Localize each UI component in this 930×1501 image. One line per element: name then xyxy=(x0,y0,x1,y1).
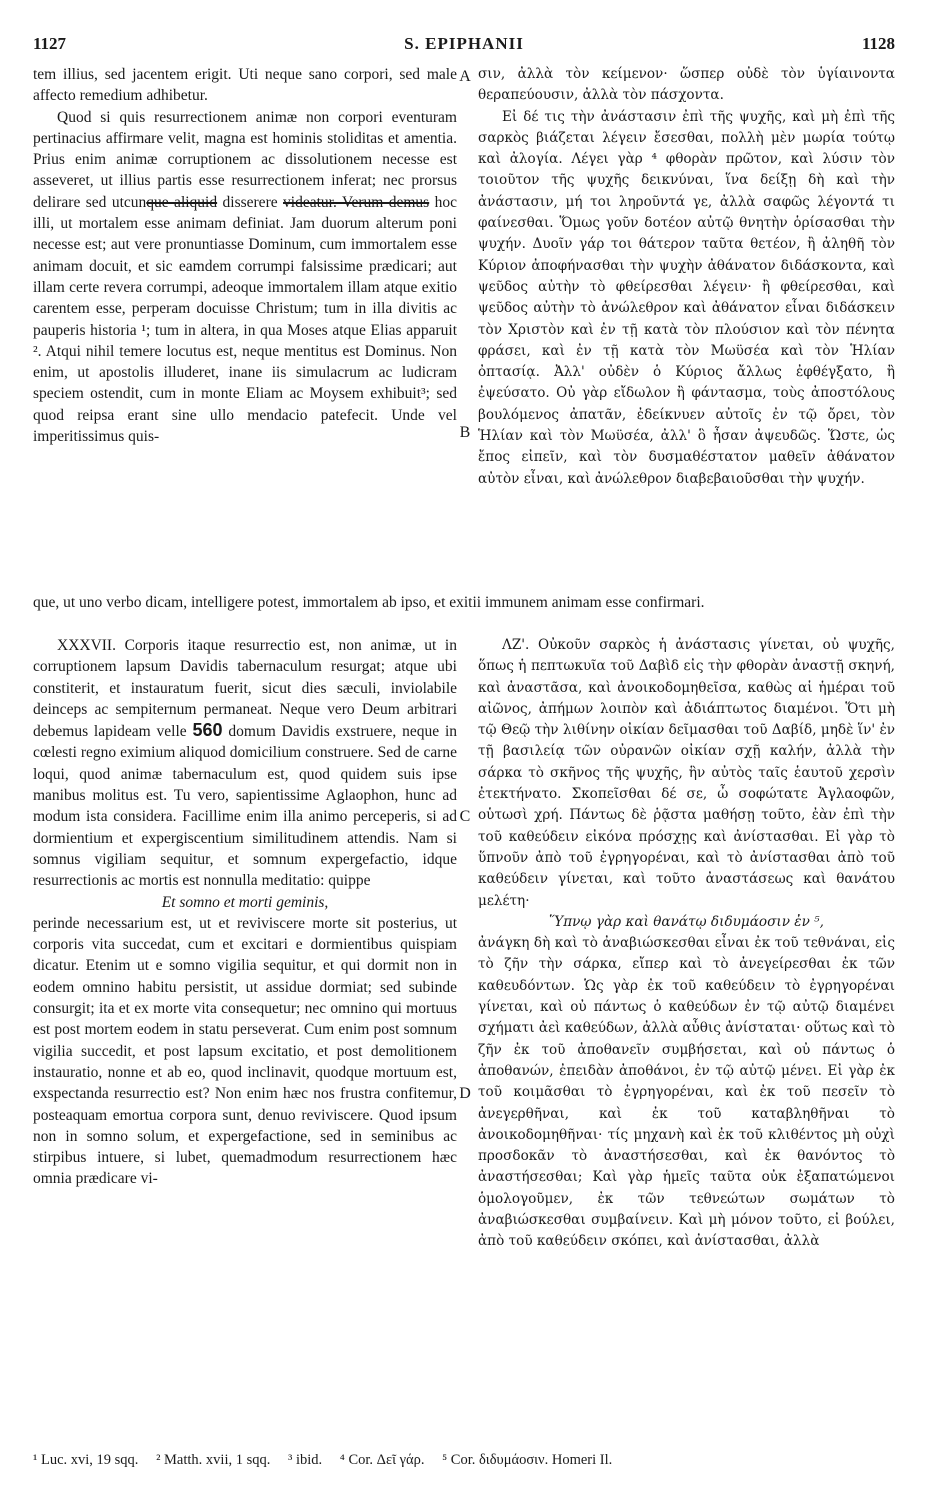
edition-page-mark: 560 xyxy=(192,720,223,741)
footnote: ³ ibid. xyxy=(288,1452,323,1468)
latin-text: XXXVII. Corporis itaque resurrectio est, non animæ, ut in corruptionem lapsum Davidis tabernaculum resurgat; atque ubi constiterit, et instauratum fuerit, sicut dies sæculi, inviolabile deinceps ac sempiternum permaneat. Neque vero Deum arbitrari debemus lapideam velle xyxy=(33,637,457,741)
footnotes xyxy=(33,1452,895,1469)
latin-paragraph-4: perinde necessarium est, ut et reviviscere morte sit posterius, ut corporis vita succedat, cum et excitari e dormientibus quispiam dicatur. Etenim ut e somno vigilia sequitur, et qui dormit non in eodem omnino habitu persistit, ut assidue dormiat; sed subinde consurgit; ita et ex morte vita consequetur; nec omnino qui mortuus est post mortem eodem in statu perseverat. Cum enim post somnum vigilia succedit, et post lapsum excitatio, et post demolitionem instauratio, nonne et ab eo, quod inclinavit, quodque mortuum est, exspectanda resurrectio est? Non enim hæc nos frustra confitemur, posteaquam emortua corpora sunt, denuo reviviscere. Quod ipsum non in somno solum, et expergefactione, sed in seminibus ac stirpibus intuere, si lubet, quemadmodum resurrectionem hæc omnia prædicare vi- xyxy=(33,914,457,1188)
footnote: ⁵ Cor. διδυμάοσιν. Homeri Il. xyxy=(442,1452,613,1468)
greek-paragraph-4: ἀνάγκη δὴ καὶ τὸ ἀναβιώσκεσθαι εἶναι ἐκ τοῦ τεθνάναι, εἰς τὸ ζῆν τὴν σάρκα, εἴπερ καὶ τὸ ἀνεγείρεσθαι ἐκ τῶν καθευδόντων. Ὡς γὰρ ἐκ τοῦ καθεύδειν τὸ ἐγρηγορέναι γίνεται, καὶ οὐ πάντως ὁ καθεύδων ἐν τῷ αὐτῷ διαμένει σχήματι ἀεὶ καθεύδων, ἀλλὰ αὖθις ἀνίσταται· οὕτως καὶ τὸ ζῆν ἐκ τοῦ ἀποθανεῖν συμβήσεται, καὶ οὐ πάντως ὁ ἀποθανών, ἐπειδὰν ἀποθάνοι, ἐν τῷ αὐτῷ μένει. Εἰ γὰρ ἐκ τοῦ κοιμᾶσθαι τὸ ἐγρηγορέναι, καὶ ἐκ τοῦ πεσεῖν τὸ ἀνεγερθῆναι, καὶ ἐκ τοῦ καταβληθῆναι τὸ ἀνοικοδομηθῆναι· τίς μηχανὴ καὶ ἐκ τοῦ κλιθέντος μὴ οὐχὶ προσδοκᾶν τὸ ἀναστήσεσθαι, καὶ ἐκ θανόντος τὸ ἀναστήσεσθαι; Καὶ γὰρ ἡμεῖς ταῦτα οὐκ ἐξαπατώμενοι ὁμολογοῦμεν, ἐκ τῶν τεθνεώτων σωμάτων τὸ ἀναβιώσκεσθαι συμβαίνειν. Καὶ μὴ μόνον τοῦτο, εἰ βούλει, ἀπὸ τοῦ καθεύδειν σκόπει, καὶ ἀνίστασθαι, ἀλλὰ xyxy=(478,935,895,1250)
page-number-right: 1128 xyxy=(861,34,895,53)
latin-verse: Et somno et morti geminis, xyxy=(161,893,329,911)
running-title: S. EPIPHANII xyxy=(404,34,524,53)
page-header xyxy=(33,34,895,56)
latin-text: domum Davidis exstruere, neque in cœlesti regno eximium aliquod domicilium construere. Sed de carne loqui, quod animæ tabernaculum est, quod quidem suis ipse manibus molitus est. Tu vero, sapientissime Aglaophon, hunc ad modum ista considera. Facillime enim illa animo perceperis, si ad dormientium et expergiscentium similitudinem attendis. Nam si somnus vigiliam sequitur, et somnum expergefactio, idque resurrectionis ac mortis est nonnulla meditatio: quippe xyxy=(33,723,458,890)
latin-text: disserere xyxy=(217,193,284,211)
greek-column-upper xyxy=(478,64,895,490)
latin-text: hoc illi, ut mortalem esse animam definiat. Jam duorum alterum poni necesse est; aut vere pronuntiasse Dominum, cum immortalem esse animam docuit, et sic eamdem corrumpi falsissime prædicari; aut illam certe revera corrumpi, adeoque immortalem illam atque exitio carentem esse, perperam docuisse Christum; tum in illa divitis ac pauperis historia ¹; tum in altera, in qua Moses atque Elias apparuit ². Atqui nihil temere locutus est, neque mentitus est Dominus. Non enim, ut apostolis illuderet, inane iis simulacrum ac ludicram speciem ostendit, cum in monte Eliam ac Moysem exhibuit³; sed quod reipsa erant sine ullo mendacio patefecit. Unde vel imperitissimus quis- xyxy=(33,193,457,446)
struck-text: videatur. Verum demus xyxy=(283,193,430,211)
footnote: ⁴ Cor. Δεῖ γάρ. xyxy=(339,1452,425,1468)
greek-paragraph-3: ΛΖ'. Οὐκοῦν σαρκὸς ἡ ἀνάστασις γίνεται, οὐ ψυχῆς, ὅπως ἡ πεπτωκυῖα τοῦ Δαβὶδ εἰς τὴν φθορὰν ἀναστῇ σκηνή, καὶ ἀναστᾶσα, καὶ ἀνοικοδομηθεῖσα, καθὼς αἱ ἡμέραι τοῦ αἰῶνος, ἀπήμων λοιπὸν καὶ ἀδιάπτωτος διαμένοι. Ὅτι μὴ τῷ Θεῷ τὴν λιθίνην οἰκίαν δεῖμασθαι τοῦ Δαβίδ, μηδὲ ἵν' ἐν τῇ βασιλείᾳ τῶν οὐρανῶν οἰκίαν σχῇ καλήν, ἀλλὰ τὴν σάρκα τὸ σκῆνος τῆς ψυχῆς, ἣν αὐτὸς ταῖς ἑαυτοῦ χερσὶν ἐτεκτήνατο. Σκοπεῖσθαι δέ σε, ὦ σοφώτατε Ἀγλαοφῶν, οὑτωσὶ χρή. Πάντως δὲ ῥᾷστα μαθήσῃ τοῦτο, ἐὰν ἐπὶ τὴν τοῦ καθεύδειν εἰκόνα πρόσχῃς καὶ ἀνίστασθαι. Εἰ γὰρ τὸ ὕπνοῦν ἀπὸ τοῦ ἐγρηγορέναι, καὶ τὸ ἀνίστασθαι ἀπὸ τοῦ καθεύδειν γίνεται, καὶ τοῦτο ἀναστάσεως καὶ θανάτου μελέτη· xyxy=(478,637,895,909)
greek-verse: Ὕπνῳ γὰρ καὶ θανάτῳ διδυμάοσιν ἐν ⁵, xyxy=(549,913,824,930)
page-number-left: 1127 xyxy=(33,34,67,53)
latin-text: Quod si quis resurrectionem animæ non corpori eventuram pertinacius affirmare velit, magna est hominis stoliditas et amentia. Prius enim animæ corruptionem ac dissolutionem necesse est asseveret, ut illius partis esse resurrectionem inferat; nec prorsus delirare sed utcun xyxy=(33,108,457,211)
latin-paragraph-2 xyxy=(33,107,457,448)
struck-text: que aliquid xyxy=(146,193,218,211)
margin-marker-b: B xyxy=(459,424,471,441)
greek-column-lower xyxy=(478,635,895,1253)
latin-column-lower xyxy=(33,635,457,1190)
latin-column-upper xyxy=(33,64,457,447)
latin-paragraph-1: tem illius, sed jacentem erigit. Uti neque sano corpori, sed male affecto remedium adhibetur. xyxy=(33,66,457,105)
footnote: ² Matth. xvii, 1 sqq. xyxy=(156,1452,271,1468)
margin-marker-d: D xyxy=(459,1085,471,1102)
latin-full-width-line: que, ut uno verbo dicam, intelligere potest, immortalem ab ipso, et exitii immunem animam esse confirmari. xyxy=(33,594,705,611)
greek-paragraph-1: σιν, ἀλλὰ τὸν κείμενον· ὥσπερ οὐδὲ τὸν ὑγίαινοντα θεραπεύουσιν, ἀλλὰ τὸν πάσχοντα. xyxy=(478,66,895,104)
latin-paragraph-3 xyxy=(33,635,457,892)
greek-paragraph-2: Εἰ δέ τις τὴν ἀνάστασιν ἐπὶ τῆς ψυχῆς, καὶ μὴ ἐπὶ τῆς σαρκὸς βιάζεται λέγειν ἔσεσθαι, πολλὴ μὲν μωρία τούτῳ καὶ ἀλογία. Λέγει γὰρ ⁴ φθορὰν πρῶτον, καὶ λύσιν τὸν τοιοῦτον τῆς ψυχῆς δεικνύναι, ἵνα δείξῃ δὴ καὶ τὴν ἀνάστασιν, μή τοι ληροῦντά γε, ἀλλὰ σαφῶς λέγοντά τι φαίνεσθαι. Ὅμως γοῦν δοτέον αὐτῷ θνητὴν ὁρίσασθαι τὴν ψυχήν. Δυοῖν γάρ τοι θάτερον ταῦτα θετέον, ἢ ἀληθῆ τὸν Κύριον ἀποφήνασθαι τὴν ψυχὴν ἀθάνατον διδάσκοντα, καὶ ψεῦδος αὐτὴν τὸ φθείρεσθαι λέγειν· ἢ φθείρεσθαι, καὶ ψεῦδος αὐτὴν τὸ ἀνώλεθρον καὶ ἀθάνατον εἶναι διδάσκειν τὸν Χριστὸν καὶ ἐν τῇ κατὰ τὸν πλούσιον καὶ τὸν πένητα φράσει, καὶ ἐν τῇ κατὰ τὸν Μωϋσέα καὶ τὸν Ἡλίαν ὀπτασίᾳ. Ἀλλ' οὐδὲν ὁ Κύριος ἄλλως ἐφθέγξατο, ἢ ἐψεύσατο. Οὐ γὰρ εἴδωλον ἢ φάντασμα, τοὺς ἀποστόλους βουλόμενος ἀπατᾶν, ἐδείκνυεν αὐτοῖς ἐν τῷ ὄρει, τὸν Ἡλίαν καὶ τὸν Μωϋσέα, ἀλλ' ὃ ἦσαν ἀψευδῶς. Ὥστε, ὡς ἔπος εἰπεῖν, καὶ τὸν δυσμαθέστατον μαθεῖν ἀθάνατον αὐτὸν εἶναι, καὶ ἀνώλεθρον διαβεβαιοῦσθαι τὴν ψυχήν. xyxy=(478,108,895,487)
footnote: ¹ Luc. xvi, 19 sqq. xyxy=(33,1452,139,1468)
margin-marker-c: C xyxy=(459,808,471,825)
margin-marker-a: A xyxy=(459,68,471,85)
